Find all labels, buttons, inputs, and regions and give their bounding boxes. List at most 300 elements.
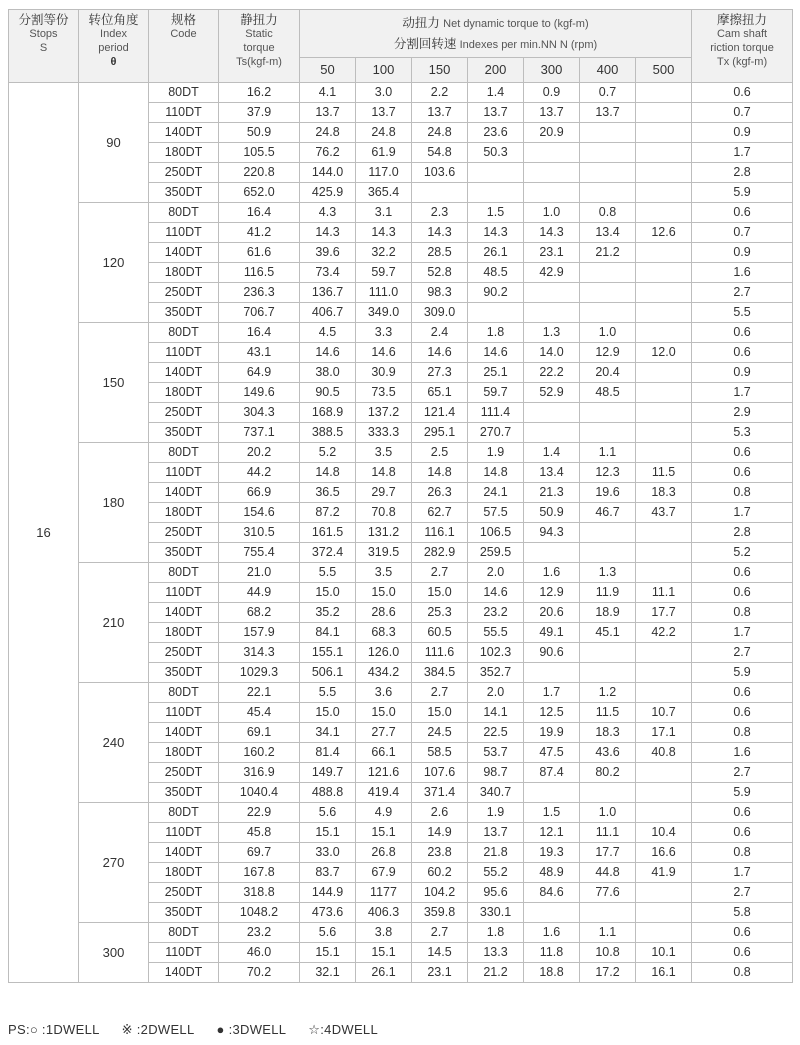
dynamic-torque-cell [524,543,580,563]
dynamic-torque-cell: 1.0 [580,323,636,343]
dynamic-torque-cell: 116.1 [412,523,468,543]
dynamic-torque-cell: 3.6 [356,683,412,703]
static-torque-cell: 43.1 [219,343,300,363]
static-torque-cell: 50.9 [219,123,300,143]
static-torque-cell: 116.5 [219,263,300,283]
dynamic-torque-cell: 2.7 [412,563,468,583]
dynamic-torque-cell: 81.4 [300,743,356,763]
dynamic-torque-cell: 21.2 [580,243,636,263]
dynamic-torque-cell: 3.0 [356,83,412,103]
dynamic-torque-cell [636,643,692,663]
header-static-en1: Static [245,28,273,40]
period-cell: 150 [79,323,149,443]
dynamic-torque-cell [580,143,636,163]
dynamic-torque-cell: 14.6 [300,343,356,363]
dynamic-torque-cell: 45.1 [580,623,636,643]
friction-torque-cell: 0.8 [692,843,793,863]
code-cell: 80DT [149,563,219,583]
dynamic-torque-cell: 32.2 [356,243,412,263]
dynamic-torque-cell: 33.0 [300,843,356,863]
friction-torque-cell: 2.7 [692,883,793,903]
dynamic-torque-cell: 14.6 [468,343,524,363]
period-cell: 210 [79,563,149,683]
dynamic-torque-cell: 61.9 [356,143,412,163]
dynamic-torque-cell [636,543,692,563]
static-torque-cell: 304.3 [219,403,300,423]
dynamic-torque-cell: 107.6 [412,763,468,783]
dynamic-torque-cell: 98.7 [468,763,524,783]
friction-torque-cell: 0.9 [692,123,793,143]
dynamic-torque-cell: 90.6 [524,643,580,663]
dynamic-torque-cell [580,163,636,183]
friction-torque-cell: 1.7 [692,143,793,163]
dynamic-torque-cell: 48.5 [580,383,636,403]
dynamic-torque-cell: 13.7 [356,103,412,123]
header-friction-cn: 摩擦扭力 [717,13,768,27]
dynamic-torque-cell: 13.7 [412,103,468,123]
dynamic-torque-cell [636,123,692,143]
friction-torque-cell: 0.6 [692,463,793,483]
dynamic-torque-cell: 14.8 [300,463,356,483]
dynamic-torque-cell: 24.5 [412,723,468,743]
code-cell: 180DT [149,143,219,163]
dynamic-torque-cell [636,183,692,203]
dynamic-torque-cell: 23.1 [524,243,580,263]
static-torque-cell: 167.8 [219,863,300,883]
code-cell: 250DT [149,883,219,903]
dynamic-torque-cell: 84.6 [524,883,580,903]
dynamic-torque-cell [636,783,692,803]
dynamic-torque-cell: 12.5 [524,703,580,723]
friction-torque-cell: 0.8 [692,603,793,623]
static-torque-cell: 69.7 [219,843,300,863]
dynamic-torque-cell: 1.8 [468,923,524,943]
friction-torque-cell: 0.7 [692,223,793,243]
dynamic-torque-cell: 15.1 [300,943,356,963]
dynamic-torque-cell: 2.2 [412,83,468,103]
friction-torque-cell: 0.6 [692,83,793,103]
dynamic-torque-cell: 21.2 [468,963,524,983]
code-cell: 80DT [149,923,219,943]
dynamic-torque-cell: 19.6 [580,483,636,503]
dynamic-torque-cell: 44.8 [580,863,636,883]
dynamic-torque-cell: 10.1 [636,943,692,963]
dynamic-torque-cell: 54.8 [412,143,468,163]
dynamic-torque-cell: 14.8 [468,463,524,483]
dynamic-torque-cell [636,683,692,703]
dynamic-torque-cell: 1.9 [468,443,524,463]
dynamic-torque-cell: 22.5 [468,723,524,743]
dynamic-torque-cell: 15.1 [356,823,412,843]
dynamic-torque-cell [468,303,524,323]
dynamic-torque-cell [580,123,636,143]
code-cell: 250DT [149,403,219,423]
dynamic-torque-cell: 95.6 [468,883,524,903]
code-cell: 80DT [149,443,219,463]
dynamic-torque-cell: 4.5 [300,323,356,343]
dynamic-torque-cell: 406.3 [356,903,412,923]
friction-torque-cell: 0.6 [692,323,793,343]
dynamic-torque-cell: 17.2 [580,963,636,983]
dynamic-torque-cell: 14.9 [412,823,468,843]
static-torque-cell: 68.2 [219,603,300,623]
dynamic-torque-cell [636,83,692,103]
dynamic-torque-cell: 111.6 [412,643,468,663]
static-torque-cell: 16.4 [219,203,300,223]
dynamic-torque-cell: 137.2 [356,403,412,423]
period-cell: 300 [79,923,149,983]
table-row [9,563,793,583]
dynamic-torque-cell [636,163,692,183]
code-cell: 350DT [149,663,219,683]
static-torque-cell: 44.2 [219,463,300,483]
header-period-en1: Index [100,28,127,40]
friction-torque-cell: 0.8 [692,723,793,743]
code-cell: 140DT [149,363,219,383]
static-torque-cell: 105.5 [219,143,300,163]
dynamic-torque-cell: 14.3 [356,223,412,243]
dynamic-torque-cell: 4.1 [300,83,356,103]
static-torque-cell: 37.9 [219,103,300,123]
dynamic-torque-cell [636,323,692,343]
static-torque-cell: 23.2 [219,923,300,943]
dynamic-torque-cell: 20.4 [580,363,636,383]
dynamic-torque-cell [580,183,636,203]
table-row [9,443,793,463]
dynamic-torque-cell: 1.3 [524,323,580,343]
header-static-cn: 静扭力 [240,13,278,27]
dynamic-torque-cell: 136.7 [300,283,356,303]
dynamic-torque-cell [636,263,692,283]
code-cell: 350DT [149,903,219,923]
header-friction-torque [692,10,793,83]
dynamic-torque-cell: 372.4 [300,543,356,563]
dynamic-torque-cell: 76.2 [300,143,356,163]
dynamic-torque-cell: 77.6 [580,883,636,903]
dynamic-torque-cell: 53.7 [468,743,524,763]
friction-torque-cell: 5.3 [692,423,793,443]
dynamic-torque-cell: 50.9 [524,503,580,523]
dynamic-torque-cell: 425.9 [300,183,356,203]
dynamic-torque-cell: 24.1 [468,483,524,503]
dynamic-torque-cell: 104.2 [412,883,468,903]
static-torque-cell: 149.6 [219,383,300,403]
dynamic-torque-cell: 65.1 [412,383,468,403]
dynamic-torque-cell: 121.4 [412,403,468,423]
code-cell: 140DT [149,843,219,863]
dynamic-torque-cell: 25.3 [412,603,468,623]
dynamic-torque-cell: 28.6 [356,603,412,623]
dynamic-torque-cell [636,403,692,423]
legend-3dwell: ● :3DWELL [216,1022,287,1037]
dynamic-torque-cell [524,183,580,203]
header-period-symbol: θ [110,56,117,68]
dynamic-torque-cell: 14.0 [524,343,580,363]
dynamic-torque-cell: 0.7 [580,83,636,103]
dynamic-torque-cell: 62.7 [412,503,468,523]
dynamic-torque-cell: 84.1 [300,623,356,643]
dynamic-torque-cell [580,643,636,663]
friction-torque-cell: 2.9 [692,403,793,423]
dynamic-torque-cell: 2.7 [412,923,468,943]
header-static-en3: Ts(kgf-m) [236,56,282,68]
code-cell: 180DT [149,503,219,523]
dynamic-torque-cell: 352.7 [468,663,524,683]
header-speed-50: 50 [300,58,356,83]
dynamic-torque-cell [636,663,692,683]
dynamic-torque-cell: 57.5 [468,503,524,523]
dynamic-torque-cell: 23.6 [468,123,524,143]
dynamic-torque-cell: 60.2 [412,863,468,883]
dynamic-torque-cell [636,103,692,123]
dynamic-torque-cell: 3.5 [356,563,412,583]
dynamic-torque-cell: 22.2 [524,363,580,383]
friction-torque-cell: 1.7 [692,863,793,883]
dynamic-torque-cell: 144.9 [300,883,356,903]
static-torque-cell: 154.6 [219,503,300,523]
header-period-en2: period [98,42,129,54]
friction-torque-cell: 1.6 [692,743,793,763]
dynamic-torque-cell [636,423,692,443]
dynamic-torque-cell: 10.7 [636,703,692,723]
dynamic-torque-cell: 473.6 [300,903,356,923]
dynamic-torque-cell: 1.4 [468,83,524,103]
dynamic-torque-cell: 20.6 [524,603,580,623]
code-cell: 140DT [149,483,219,503]
dynamic-torque-cell: 11.9 [580,583,636,603]
static-torque-cell: 652.0 [219,183,300,203]
dynamic-torque-cell: 3.8 [356,923,412,943]
dynamic-torque-cell [580,283,636,303]
dynamic-torque-cell: 14.8 [356,463,412,483]
static-torque-cell: 16.2 [219,83,300,103]
friction-torque-cell: 0.9 [692,243,793,263]
dynamic-torque-cell [636,143,692,163]
dynamic-torque-cell: 34.1 [300,723,356,743]
static-torque-cell: 1048.2 [219,903,300,923]
dynamic-torque-cell: 16.1 [636,963,692,983]
code-cell: 140DT [149,603,219,623]
dynamic-torque-cell: 59.7 [468,383,524,403]
code-cell: 110DT [149,703,219,723]
dynamic-torque-cell: 4.9 [356,803,412,823]
dynamic-torque-cell: 24.8 [356,123,412,143]
dynamic-torque-cell [580,523,636,543]
dynamic-torque-cell: 149.7 [300,763,356,783]
header-stops-cn: 分割等份 [18,13,69,27]
header-code [149,10,219,83]
dynamic-torque-cell [524,903,580,923]
dynamic-torque-cell [468,163,524,183]
dynamic-torque-cell: 111.4 [468,403,524,423]
dynamic-torque-cell: 67.9 [356,863,412,883]
dynamic-torque-cell: 98.3 [412,283,468,303]
dynamic-torque-cell: 3.1 [356,203,412,223]
dynamic-torque-cell: 24.8 [300,123,356,143]
dynamic-torque-cell: 16.6 [636,843,692,863]
dynamic-torque-cell [636,283,692,303]
dynamic-torque-cell: 14.3 [300,223,356,243]
dynamic-torque-cell: 87.2 [300,503,356,523]
header-stops-en2: S [39,42,48,54]
dynamic-torque-cell: 12.6 [636,223,692,243]
dynamic-torque-cell: 103.6 [412,163,468,183]
code-cell: 250DT [149,163,219,183]
header-stops [9,10,79,83]
code-cell: 140DT [149,123,219,143]
dynamic-torque-cell: 73.4 [300,263,356,283]
dynamic-torque-cell: 17.1 [636,723,692,743]
dynamic-torque-cell: 5.6 [300,803,356,823]
dynamic-torque-cell: 18.3 [636,483,692,503]
dynamic-torque-cell: 24.8 [412,123,468,143]
friction-torque-cell: 1.7 [692,383,793,403]
code-cell: 140DT [149,243,219,263]
dynamic-torque-cell: 3.3 [356,323,412,343]
dynamic-torque-cell: 1.0 [524,203,580,223]
dynamic-torque-cell: 11.8 [524,943,580,963]
dynamic-torque-cell: 15.0 [300,703,356,723]
dynamic-torque-cell [636,563,692,583]
code-cell: 80DT [149,803,219,823]
dynamic-torque-cell: 15.0 [412,583,468,603]
dynamic-torque-cell: 1.6 [524,563,580,583]
dynamic-torque-cell: 52.8 [412,263,468,283]
footer-legend [8,1022,400,1038]
dynamic-torque-cell: 2.5 [412,443,468,463]
static-torque-cell: 61.6 [219,243,300,263]
dynamic-torque-cell [636,203,692,223]
code-cell: 350DT [149,303,219,323]
code-cell: 250DT [149,763,219,783]
header-speed-500: 500 [636,58,692,83]
dynamic-torque-cell: 349.0 [356,303,412,323]
dynamic-torque-cell: 506.1 [300,663,356,683]
friction-torque-cell: 0.9 [692,363,793,383]
dynamic-torque-cell: 14.5 [412,943,468,963]
dynamic-torque-cell: 13.4 [580,223,636,243]
code-cell: 350DT [149,423,219,443]
dynamic-torque-cell: 1.5 [524,803,580,823]
dynamic-torque-cell: 90.2 [468,283,524,303]
dynamic-torque-cell [524,283,580,303]
table-row [9,83,793,103]
header-dynamic-line2-en: Indexes per min.NN N (rpm) [459,38,598,51]
dynamic-torque-cell: 13.7 [468,103,524,123]
table-row [9,803,793,823]
dynamic-torque-cell: 434.2 [356,663,412,683]
table-row [9,323,793,343]
static-torque-cell: 45.4 [219,703,300,723]
friction-torque-cell: 2.7 [692,283,793,303]
dynamic-torque-cell: 10.4 [636,823,692,843]
dynamic-torque-cell: 1.3 [580,563,636,583]
static-torque-cell: 70.2 [219,963,300,983]
static-torque-cell: 21.0 [219,563,300,583]
dynamic-torque-cell [524,663,580,683]
static-torque-cell: 157.9 [219,623,300,643]
dynamic-torque-cell: 488.8 [300,783,356,803]
header-period-cn: 转位角度 [88,13,139,27]
dynamic-torque-cell: 46.7 [580,503,636,523]
friction-torque-cell: 0.6 [692,203,793,223]
dynamic-torque-cell: 14.3 [412,223,468,243]
friction-torque-cell: 5.2 [692,543,793,563]
code-cell: 110DT [149,583,219,603]
dynamic-torque-cell: 131.2 [356,523,412,543]
dynamic-torque-cell: 1.1 [580,923,636,943]
friction-torque-cell: 0.6 [692,683,793,703]
dynamic-torque-cell [524,303,580,323]
dynamic-torque-cell: 1.2 [580,683,636,703]
dynamic-torque-cell: 17.7 [636,603,692,623]
dynamic-torque-cell: 70.8 [356,503,412,523]
period-cell: 120 [79,203,149,323]
dynamic-torque-cell: 80.2 [580,763,636,783]
code-cell: 180DT [149,263,219,283]
dynamic-torque-cell: 18.8 [524,963,580,983]
dynamic-torque-cell: 270.7 [468,423,524,443]
code-cell: 140DT [149,723,219,743]
dynamic-torque-cell: 5.5 [300,563,356,583]
dynamic-torque-cell: 83.7 [300,863,356,883]
dynamic-torque-cell: 23.1 [412,963,468,983]
table-body [9,83,793,983]
header-speed-300: 300 [524,58,580,83]
dynamic-torque-cell: 42.9 [524,263,580,283]
dynamic-torque-cell: 1.5 [468,203,524,223]
dynamic-torque-cell: 87.4 [524,763,580,783]
friction-torque-cell: 0.8 [692,483,793,503]
dynamic-torque-cell: 42.2 [636,623,692,643]
dynamic-torque-cell: 13.7 [524,103,580,123]
dynamic-torque-cell: 28.5 [412,243,468,263]
static-torque-cell: 220.8 [219,163,300,183]
dynamic-torque-cell: 1.8 [468,323,524,343]
static-torque-cell: 44.9 [219,583,300,603]
dynamic-torque-cell: 55.5 [468,623,524,643]
header-speed-150: 150 [412,58,468,83]
dynamic-torque-cell: 384.5 [412,663,468,683]
static-torque-cell: 1029.3 [219,663,300,683]
dynamic-torque-cell [412,183,468,203]
dynamic-torque-cell [636,803,692,823]
dynamic-torque-cell: 2.3 [412,203,468,223]
dynamic-torque-cell: 12.9 [580,343,636,363]
dynamic-torque-cell: 48.9 [524,863,580,883]
code-cell: 250DT [149,283,219,303]
dynamic-torque-cell: 359.8 [412,903,468,923]
dynamic-torque-cell: 40.8 [636,743,692,763]
dynamic-torque-cell: 309.0 [412,303,468,323]
dynamic-torque-cell [524,163,580,183]
dynamic-torque-cell [636,923,692,943]
legend-1dwell: ○ :1DWELL [29,1022,100,1037]
dynamic-torque-cell: 121.6 [356,763,412,783]
dynamic-torque-cell: 26.1 [468,243,524,263]
dynamic-torque-cell: 19.9 [524,723,580,743]
dynamic-torque-cell [636,363,692,383]
code-cell: 350DT [149,543,219,563]
dynamic-torque-cell [580,903,636,923]
dynamic-torque-cell: 15.0 [356,583,412,603]
friction-torque-cell: 0.6 [692,583,793,603]
friction-torque-cell: 0.6 [692,803,793,823]
friction-torque-cell: 5.9 [692,783,793,803]
static-torque-cell: 310.5 [219,523,300,543]
dynamic-torque-cell [636,763,692,783]
dynamic-torque-cell: 0.8 [580,203,636,223]
